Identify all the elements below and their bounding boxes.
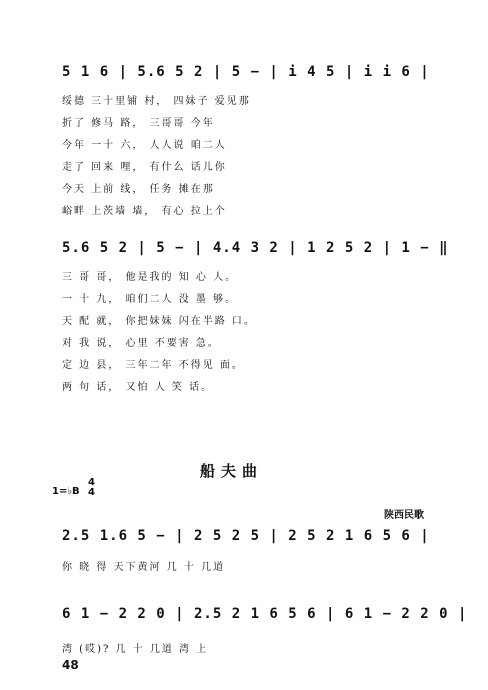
song2-origin: 陕西民歌: [384, 510, 424, 521]
song1-line1-verse-3: 今年 一十 六， 人人说 咱二人: [62, 140, 227, 151]
song1-line2-verse-6: 两 句 话， 又怕 人 笑 话。: [62, 382, 214, 393]
time-sig-bottom: 4: [88, 487, 95, 498]
song2-line2-notes: 6 1 − 2 2 0 | 2.5 2 1 6 5 6 | 6 1 − 2 2 0 |: [62, 606, 468, 622]
song1-line1-verse-5: 今天 上前 线， 任务 摊在那: [62, 184, 215, 195]
time-sig-top: 4: [88, 477, 95, 488]
song1-line1-notes: 5 1 6 | 5.6 5 2 | 5 − | i 4 5 | i i 6 |: [62, 64, 430, 80]
song1-line2-notes: 5.6 5 2 | 5 − | 4.4 3 2 | 1 2 5 2 | 1 − ‖: [62, 240, 449, 256]
song1-line2-verse-5: 定 边 县， 三年二年 不得见 面。: [62, 360, 244, 371]
song2-time-signature: [88, 478, 95, 498]
song2-title: 船夫曲: [200, 462, 264, 480]
song2-line2-lyrics: 湾 (哎)? 几 十 几道 湾 上: [62, 644, 209, 655]
page-number: 48: [62, 658, 79, 672]
song2-key: 1=♭B: [52, 486, 80, 497]
song1-line2-verse-2: 一 十 九， 咱们二人 没 墨 够。: [62, 294, 238, 305]
song1-line1-verse-2: 折了 修马 路， 三哥哥 今年: [62, 118, 215, 129]
song1-line1-verse-4: 走了 回来 哩， 有什么 话儿你: [62, 162, 227, 173]
song1-line1-verse-6: 峪畔 上茨墙 墙， 有心 拉上个: [62, 206, 227, 217]
song1-line1-verse-1: 绥德 三十里铺 村， 四妹子 爱见那: [62, 96, 251, 107]
song1-line2-verse-1: 三 哥 哥， 他是我的 知 心 人。: [62, 272, 238, 283]
song2-line1-lyrics: 你 晓 得 天下黄河 几 十 几道: [62, 562, 226, 573]
song1-line2-verse-3: 天 配 就， 你把妹妹 闪在半路 口。: [62, 316, 256, 327]
song1-line2-verse-4: 对 我 说， 心里 不要害 急。: [62, 338, 220, 349]
song2-line1-notes: 2.5 1.6 5 − | 2 5 2 5 | 2 5 2 1 6 5 6 |: [62, 528, 430, 544]
